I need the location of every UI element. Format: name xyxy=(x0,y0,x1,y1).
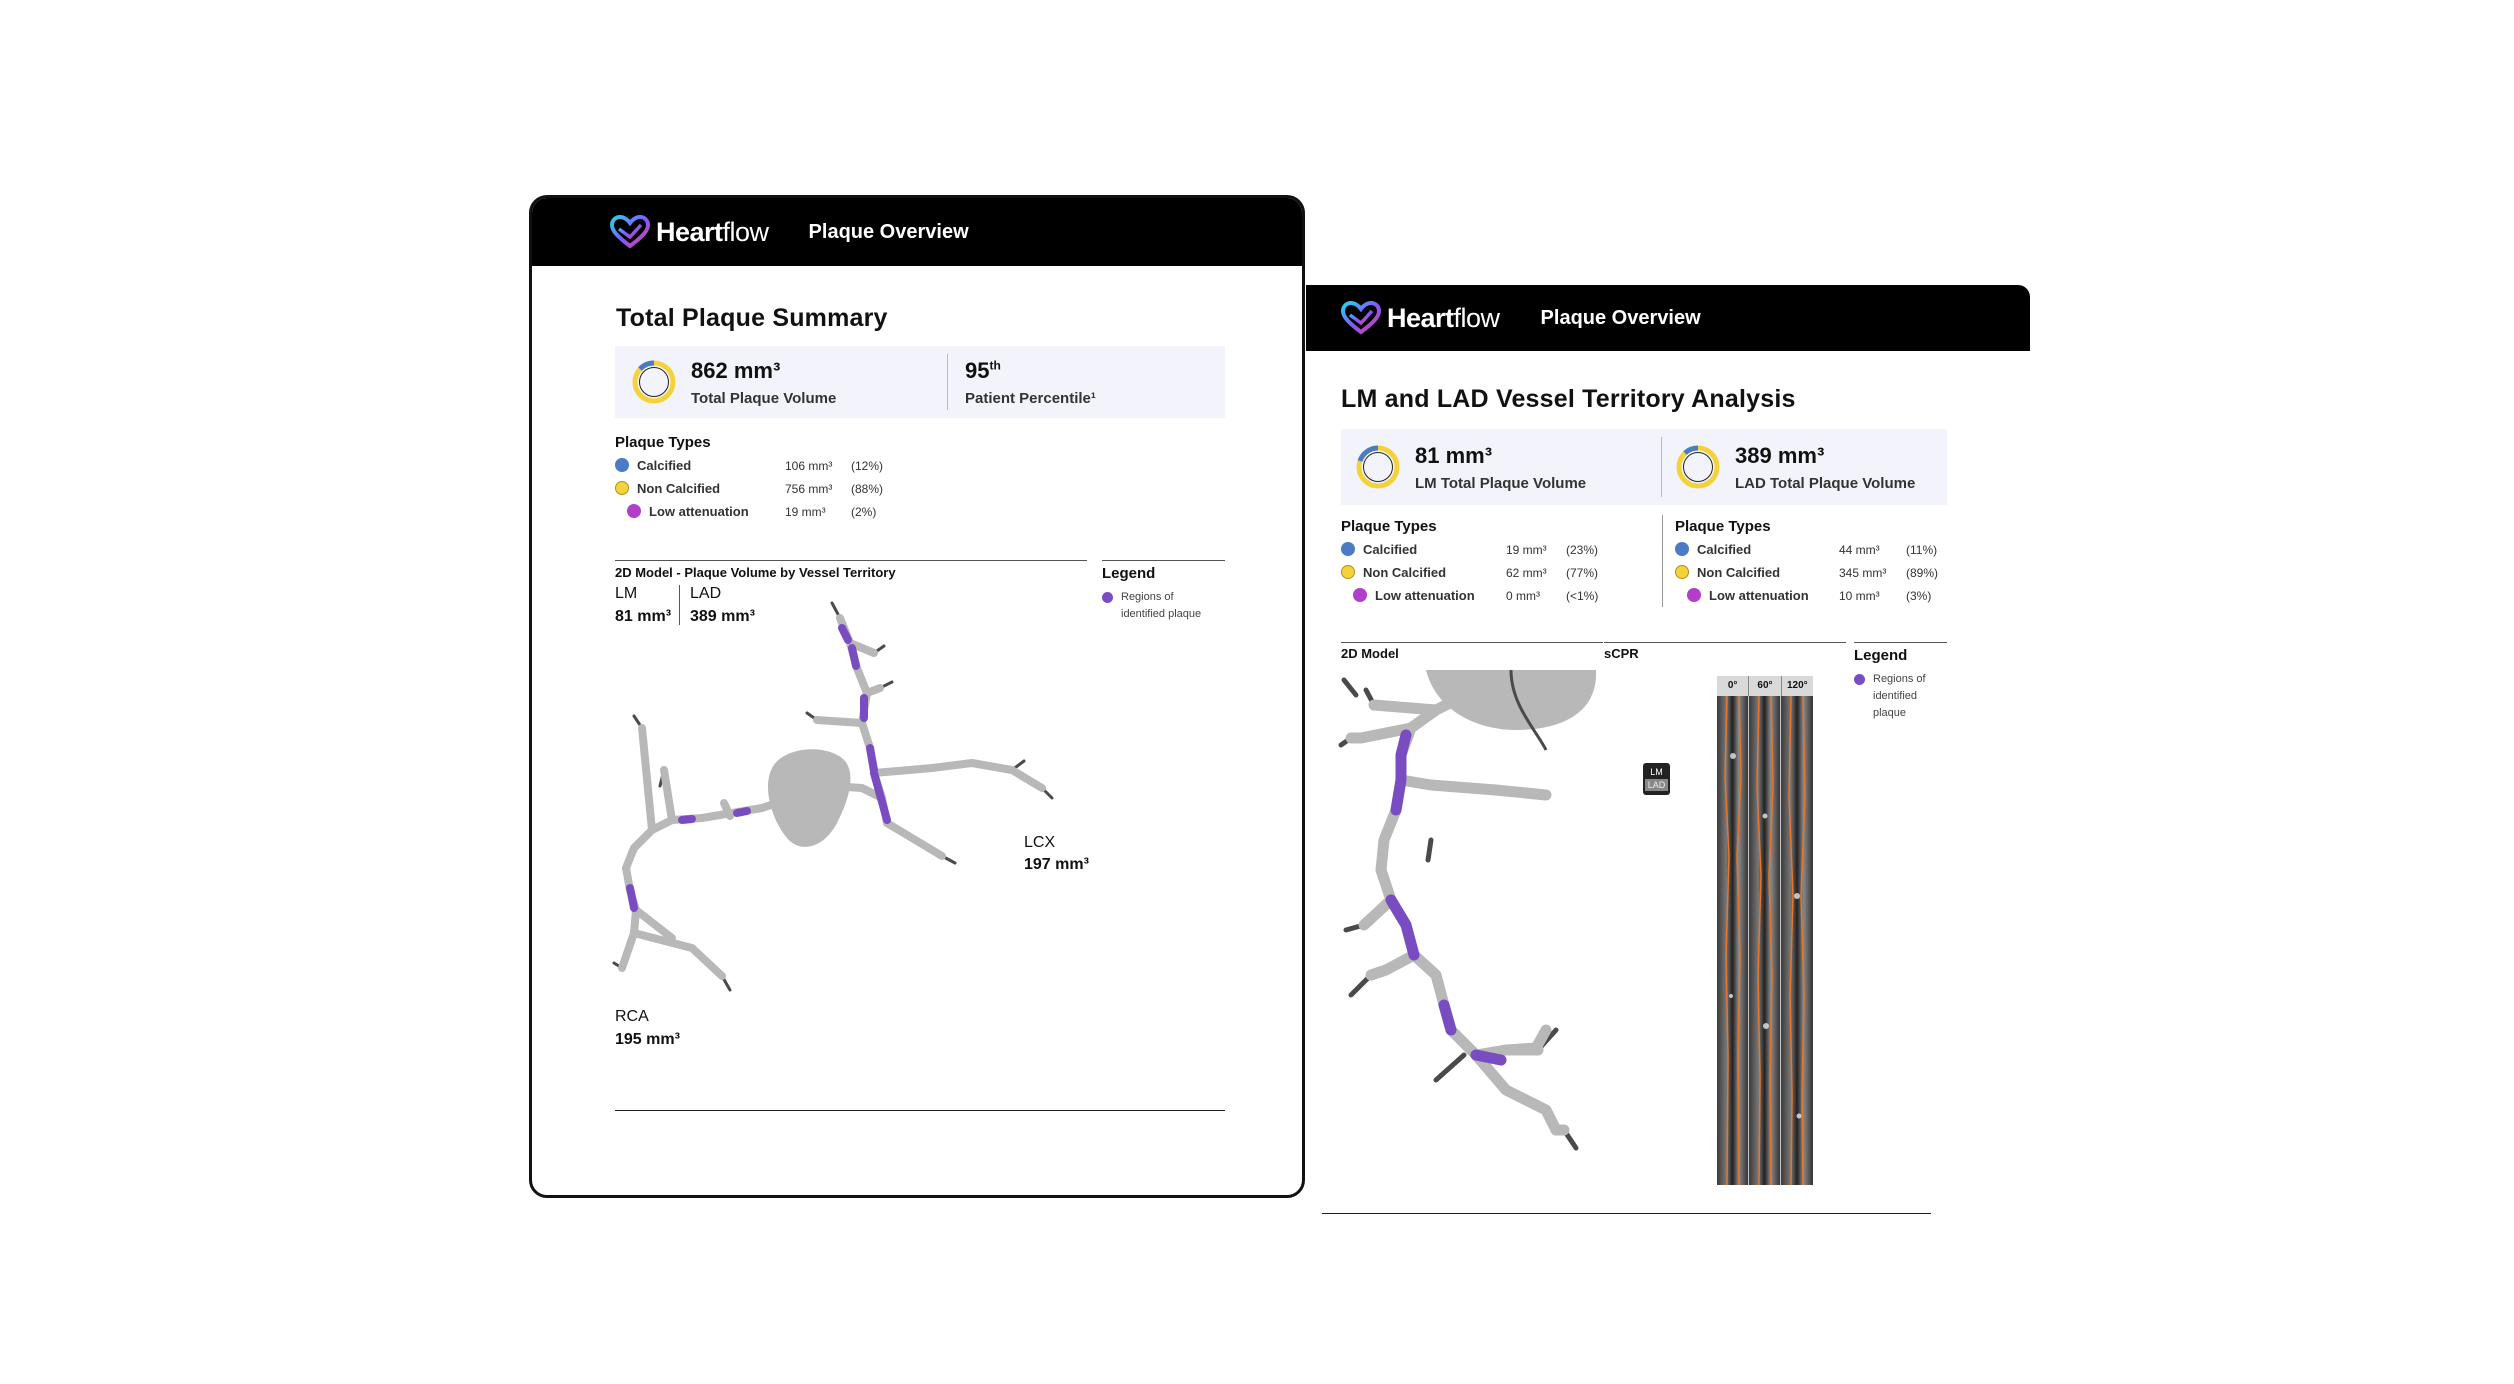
low-attenuation-dot-icon xyxy=(1687,588,1701,602)
divider xyxy=(947,354,948,410)
lm-low-attenuation-pct: (<1%) xyxy=(1566,589,1599,603)
brand-name: Heartflow xyxy=(656,216,769,247)
low-attenuation-pct: (2%) xyxy=(851,505,877,519)
percentile-value: 95th xyxy=(965,357,1001,383)
calcified-dot-icon xyxy=(1341,542,1355,556)
lm-calcified-volume: 19 mm³ xyxy=(1506,543,1547,557)
lad-calcified-pct: (11%) xyxy=(1906,543,1938,557)
angle-60: 60° xyxy=(1749,676,1781,696)
total-volume-label: Total Plaque Volume xyxy=(691,389,837,407)
calcified-dot-icon xyxy=(615,458,629,472)
scpr-strips xyxy=(1717,696,1813,1185)
rca-value: 195 mm³ xyxy=(615,1031,680,1048)
calcified-dot-icon xyxy=(1675,542,1689,556)
noncalcified-dot-icon xyxy=(1341,565,1355,579)
report-header xyxy=(532,198,1302,266)
report-card-total-summary xyxy=(529,195,1305,1198)
heart-shape xyxy=(768,749,850,847)
legend-title: Legend xyxy=(1102,565,1156,582)
plaque-dot-icon xyxy=(1102,592,1113,603)
heart-logo-icon xyxy=(1341,301,1381,335)
coronary-tree-model xyxy=(612,598,1072,998)
noncalcified-dot-icon xyxy=(1675,565,1689,579)
total-volume-value: 862 mm³ xyxy=(691,357,781,383)
plaque-ring-icon xyxy=(631,359,677,405)
lad-calcified: Calcified xyxy=(1675,539,1751,559)
lad-volume-label: LAD Total Plaque Volume xyxy=(1735,474,1916,492)
lm-label: LM xyxy=(615,585,638,602)
lad-volume-value: 389 mm³ xyxy=(1735,442,1825,468)
legend-divider xyxy=(1854,642,1947,643)
plaque-type-calcified: Calcified xyxy=(615,455,691,475)
lad-low-attenuation-volume: 10 mm³ xyxy=(1839,589,1880,603)
lm-low-attenuation-volume: 0 mm³ xyxy=(1506,589,1540,603)
lm-plaque-types-title: Plaque Types xyxy=(1341,518,1437,535)
plaque-dot-icon xyxy=(1854,674,1865,685)
lm-lad-badge: LM LAD xyxy=(1643,763,1670,795)
low-attenuation-dot-icon xyxy=(627,504,641,518)
lad-label: LAD xyxy=(690,585,722,602)
scpr-angle-header xyxy=(1717,676,1813,696)
lm-noncalcified-pct: (77%) xyxy=(1566,566,1599,580)
territory-stats-box xyxy=(1341,429,1947,505)
lcx-value: 197 mm³ xyxy=(1024,856,1089,873)
lad-plaque-types-title: Plaque Types xyxy=(1675,518,1771,535)
lm-noncalcified: Non Calcified xyxy=(1341,562,1446,582)
model-divider xyxy=(1341,642,1603,643)
lm-ring-icon xyxy=(1355,444,1401,490)
plaque-types-title: Plaque Types xyxy=(615,434,711,451)
lm-volume-value: 81 mm³ xyxy=(1415,442,1493,468)
lm-calcified-pct: (23%) xyxy=(1566,543,1599,557)
plaque-type-low-attenuation: Low attenuation xyxy=(627,501,749,521)
heart-logo-icon xyxy=(610,215,650,249)
lcx-label: LCX xyxy=(1024,834,1056,851)
calcified-pct: (12%) xyxy=(851,459,884,473)
angle-0: 0° xyxy=(1717,676,1749,696)
report-header xyxy=(1306,285,2030,351)
calcified-volume: 106 mm³ xyxy=(785,459,833,473)
bottom-rule xyxy=(615,1110,1225,1111)
percentile-label: Patient Percentile¹ xyxy=(965,389,1096,407)
lm-calcified: Calcified xyxy=(1341,539,1417,559)
angle-120: 120° xyxy=(1786,680,1808,691)
lad-calcified-volume: 44 mm³ xyxy=(1839,543,1880,557)
legend-item-plaque: Regions of identified plaque xyxy=(1854,671,1926,722)
model-title: 2D Model xyxy=(1341,646,1399,661)
noncalcified-dot-icon xyxy=(615,481,629,495)
lad-ring-icon xyxy=(1675,444,1721,490)
noncalcified-pct: (88%) xyxy=(851,482,884,496)
brand-name: Heartflow xyxy=(1387,302,1500,333)
heartflow-logo xyxy=(610,215,769,249)
page-title: Total Plaque Summary xyxy=(616,304,888,332)
lad-low-attenuation: Low attenuation xyxy=(1687,585,1809,605)
model-title: 2D Model - Plaque Volume by Vessel Territory xyxy=(615,565,896,580)
page-title: LM and LAD Vessel Territory Analysis xyxy=(1341,385,1796,413)
bottom-rule xyxy=(1322,1213,1931,1214)
lad-noncalcified: Non Calcified xyxy=(1675,562,1780,582)
section-divider xyxy=(615,560,1087,561)
header-title: Plaque Overview xyxy=(808,220,969,243)
low-attenuation-dot-icon xyxy=(1353,588,1367,602)
lad-noncalcified-volume: 345 mm³ xyxy=(1839,566,1887,580)
lad-low-attenuation-pct: (3%) xyxy=(1906,589,1932,603)
legend-item-plaque: Regions of identified plaque xyxy=(1102,589,1201,623)
lm-noncalcified-volume: 62 mm³ xyxy=(1506,566,1547,580)
total-volume-stat xyxy=(631,346,836,418)
noncalcified-volume: 756 mm³ xyxy=(785,482,833,496)
lad-value: 389 mm³ xyxy=(690,608,755,625)
lad-noncalcified-pct: (89%) xyxy=(1906,566,1939,580)
lm-volume-stat xyxy=(1355,429,1586,505)
header-title: Plaque Overview xyxy=(1540,306,1701,329)
heartflow-logo xyxy=(1341,301,1500,335)
lm-volume-label: LM Total Plaque Volume xyxy=(1415,474,1587,492)
percentile-stat xyxy=(965,346,1096,418)
report-card-lm-lad xyxy=(1306,285,2030,1225)
total-stats-box xyxy=(615,346,1225,418)
plaque-type-noncalcified: Non Calcified xyxy=(615,478,720,498)
legend-divider xyxy=(1102,560,1225,561)
lad-volume-stat xyxy=(1675,429,1915,505)
scpr-image xyxy=(1717,676,1813,1185)
lm-lad-vessel-model xyxy=(1336,670,1596,1160)
rca-label: RCA xyxy=(615,1008,649,1025)
lm-value: 81 mm³ xyxy=(615,608,672,625)
scpr-title: sCPR xyxy=(1604,646,1639,661)
legend-title: Legend xyxy=(1854,647,1908,664)
lm-low-attenuation: Low attenuation xyxy=(1353,585,1475,605)
types-divider xyxy=(1662,515,1663,607)
scpr-divider xyxy=(1604,642,1846,643)
divider xyxy=(1661,437,1662,497)
low-attenuation-volume: 19 mm³ xyxy=(785,505,826,519)
